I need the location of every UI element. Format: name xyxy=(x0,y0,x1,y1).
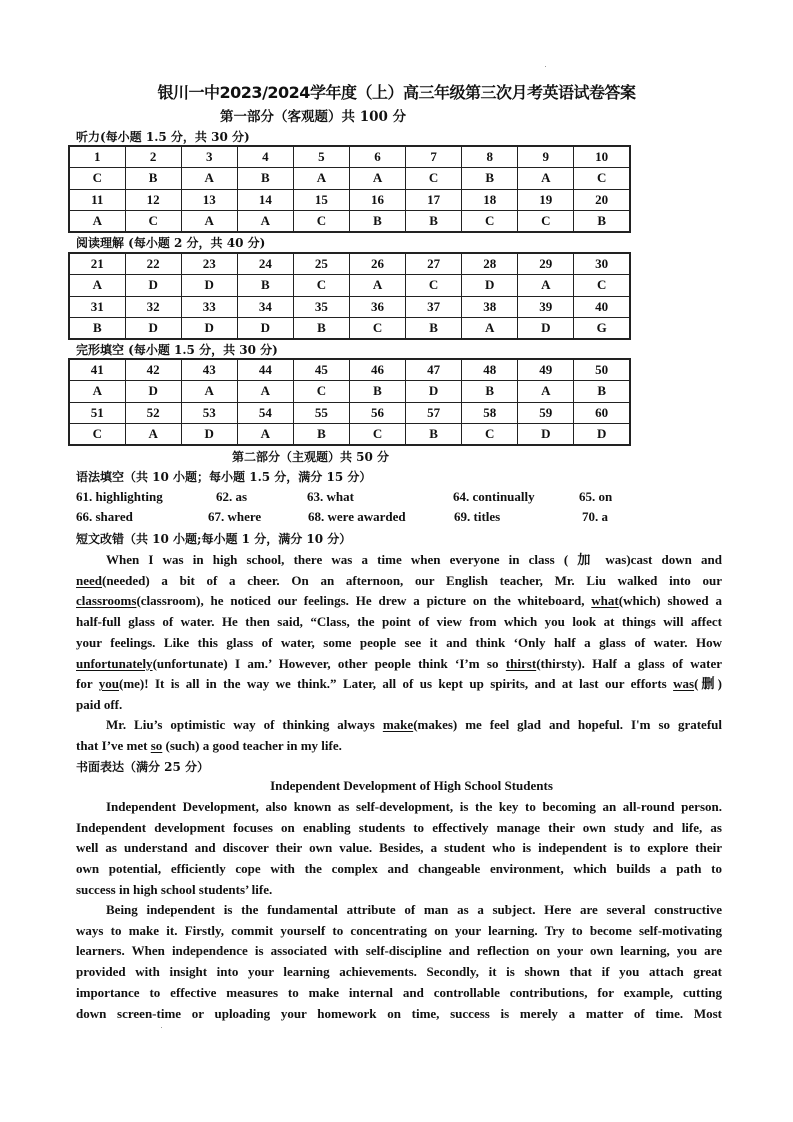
question-number-cell: 15 xyxy=(293,189,349,211)
question-number-cell: 32 xyxy=(125,296,181,318)
question-number-cell: 4 xyxy=(237,146,293,168)
answer-cell: B xyxy=(574,381,630,403)
question-number-cell: 38 xyxy=(462,296,518,318)
answer-key-row xyxy=(69,318,630,340)
question-number-cell: 9 xyxy=(518,146,574,168)
grammar-answer: 64. continually xyxy=(453,489,535,504)
answer-cell: D xyxy=(181,275,237,297)
text-line: Independent development focuses on enabling students to effectively manage their own study and life, as xyxy=(76,819,722,835)
question-number-cell: 42 xyxy=(125,359,181,381)
text-line: your feelings. Like this glass of water, some people see it and think ‘Only half a glass of water. How xyxy=(76,634,722,650)
answer-cell: C xyxy=(293,275,349,297)
corrected-word: make xyxy=(382,717,414,732)
answer-cell: D xyxy=(125,381,181,403)
answer-cell: B xyxy=(406,424,462,446)
grammar-answer: 70. a xyxy=(582,509,608,524)
grammar-answer: 68. were awarded xyxy=(308,509,406,524)
grammar-answer: 62. as xyxy=(216,489,248,504)
answer-cell: B xyxy=(406,318,462,340)
text-segment: (makes) me feel glad and hopeful. I'm so grateful xyxy=(413,717,722,732)
text-segment: (thirsty). Half a glass of water xyxy=(536,655,722,671)
question-number-cell: 24 xyxy=(237,253,293,275)
text-line xyxy=(76,591,722,612)
question-number-cell: 19 xyxy=(518,189,574,211)
answer-cell: B xyxy=(293,318,349,340)
question-number-cell: 31 xyxy=(69,296,125,318)
grammar-answer: 67. where xyxy=(208,509,262,524)
question-number-cell: 50 xyxy=(574,359,630,381)
answer-cell: C xyxy=(349,318,405,340)
essay-paragraph-2 xyxy=(76,900,722,1024)
question-number-cell: 6 xyxy=(349,146,405,168)
table-body xyxy=(69,359,630,445)
question-number-cell: 49 xyxy=(518,359,574,381)
answer-cell: B xyxy=(125,168,181,190)
answer-cell: D xyxy=(125,275,181,297)
question-number-cell: 16 xyxy=(349,189,405,211)
answer-cell: B xyxy=(574,211,630,233)
text-segment: (me)! It is all in the way we think.” Later, all of us kept up spirits, and at last our efforts xyxy=(119,676,667,692)
question-number-cell: 47 xyxy=(406,359,462,381)
answer-cell: A xyxy=(181,168,237,190)
correction-passage-paragraph-1 xyxy=(76,550,722,716)
question-number-cell: 29 xyxy=(518,253,574,275)
table-body xyxy=(69,146,630,232)
reading-answer-table xyxy=(68,252,631,340)
answer-key-row xyxy=(69,275,630,297)
answer-cell: B xyxy=(406,211,462,233)
corrected-word: you xyxy=(98,676,119,692)
essay-title: Independent Development of High School Students xyxy=(270,778,553,793)
answer-cell: C xyxy=(574,275,630,297)
question-number-cell: 35 xyxy=(293,296,349,318)
answer-cell: D xyxy=(462,275,518,297)
grammar-answers-row-2 xyxy=(76,509,736,527)
part2-heading: 第二部分（主观题）共 50 分 xyxy=(232,450,390,464)
scan-speck xyxy=(545,66,546,67)
question-number-cell: 2 xyxy=(125,146,181,168)
answer-cell: A xyxy=(69,275,125,297)
correction-passage-paragraph-2 xyxy=(76,715,722,756)
text-line: down screen-time or uploading your homework on time, success is merely a matter of time. Most xyxy=(76,1005,722,1021)
answer-cell: D xyxy=(125,318,181,340)
question-number-cell: 37 xyxy=(406,296,462,318)
text-segment: for xyxy=(76,676,93,692)
text-line: learners. When independence is associated with self-discipline and reflection on your own learning, you are xyxy=(76,943,722,959)
question-number-cell: 56 xyxy=(349,402,405,424)
answer-cell: C xyxy=(349,424,405,446)
question-number-cell: 3 xyxy=(181,146,237,168)
text-line: provided with insight into your learning achievements. Secondly, it is shown that if you attach great xyxy=(76,964,722,980)
answer-cell: C xyxy=(574,168,630,190)
question-number-cell: 12 xyxy=(125,189,181,211)
answer-cell: A xyxy=(462,318,518,340)
question-number-cell: 53 xyxy=(181,402,237,424)
text-line: well as understand and discover their own value. Besides, a student who is independent is to explore their xyxy=(76,840,722,856)
text-line: Being independent is the fundamental attribute of man as a subject. Here are several constructive xyxy=(106,902,722,917)
answer-cell: A xyxy=(518,168,574,190)
cloze-section-label: 完形填空 (每小题 1.5 分，共 30 分) xyxy=(76,343,278,357)
answer-cell: B xyxy=(237,168,293,190)
answer-cell: A xyxy=(181,381,237,403)
answer-cell: A xyxy=(125,424,181,446)
answer-cell: A xyxy=(181,211,237,233)
text-segment: (such) a good teacher in my life. xyxy=(165,737,342,753)
document-title: 银川一中2023/2024学年度（上）高三年级第三次月考英语试卷答案 xyxy=(157,83,636,102)
grammar-answer: 66. shared xyxy=(76,509,133,524)
grammar-answers-row-1 xyxy=(76,489,736,507)
text-line: importance to effective measures to make internal and controllable contributions, for example, cutting xyxy=(76,984,722,1000)
question-number-cell: 52 xyxy=(125,402,181,424)
answer-cell: C xyxy=(406,168,462,190)
corrected-word: so xyxy=(150,737,163,753)
answer-cell: C xyxy=(462,424,518,446)
corrected-word: was xyxy=(673,676,695,692)
question-number-row xyxy=(69,296,630,318)
text-line: ways to make it. Firstly, commit yourself to concentrating on your learning. Try to become self-motivating xyxy=(76,922,722,938)
listening-answer-table xyxy=(68,145,631,233)
question-number-cell: 13 xyxy=(181,189,237,211)
answer-cell: C xyxy=(125,211,181,233)
question-number-cell: 60 xyxy=(574,402,630,424)
answer-cell: A xyxy=(237,211,293,233)
question-number-cell: 17 xyxy=(406,189,462,211)
reading-section-label: 阅读理解 (每小题 2 分，共 40 分) xyxy=(76,236,266,250)
answer-cell: A xyxy=(518,275,574,297)
text-segment: (needed) a bit of a cheer. On an afternoon, our English teacher, Mr. Liu walked into our xyxy=(102,572,722,588)
question-number-cell: 20 xyxy=(574,189,630,211)
corrected-word: classrooms xyxy=(76,593,137,609)
answer-cell: D xyxy=(181,424,237,446)
question-number-cell: 46 xyxy=(349,359,405,381)
text-segment: (unfortunate) I am.’ However, other people think ‘I’m so xyxy=(152,655,499,671)
question-number-cell: 43 xyxy=(181,359,237,381)
answer-key-row xyxy=(69,168,630,190)
answer-cell: B xyxy=(462,168,518,190)
text-segment: that I’ve met xyxy=(76,737,148,753)
question-number-cell: 55 xyxy=(293,402,349,424)
grammar-answer: 61. highlighting xyxy=(76,489,163,504)
essay-paragraph-1 xyxy=(76,797,722,901)
text-line: When I was in high school, there was a time when everyone in class ( 加 was)cast down and xyxy=(106,552,722,567)
question-number-cell: 22 xyxy=(125,253,181,275)
answer-cell: B xyxy=(237,275,293,297)
grammar-section-label: 语法填空（共 10 小题；每小题 1.5 分，满分 15 分） xyxy=(76,470,372,484)
question-number-cell: 33 xyxy=(181,296,237,318)
text-segment: (删) xyxy=(694,676,722,692)
answer-key-row xyxy=(69,211,630,233)
question-number-cell: 59 xyxy=(518,402,574,424)
question-number-cell: 34 xyxy=(237,296,293,318)
question-number-cell: 41 xyxy=(69,359,125,381)
text-line xyxy=(76,674,722,695)
text-line: paid off. xyxy=(76,696,123,712)
answer-cell: C xyxy=(69,168,125,190)
question-number-cell: 11 xyxy=(69,189,125,211)
text-line xyxy=(76,654,722,675)
answer-key-row xyxy=(69,424,630,446)
answer-cell: A xyxy=(518,381,574,403)
question-number-row xyxy=(69,253,630,275)
question-number-cell: 39 xyxy=(518,296,574,318)
answer-cell: A xyxy=(237,424,293,446)
corrected-word: unfortunately xyxy=(76,655,153,671)
answer-cell: B xyxy=(349,211,405,233)
question-number-cell: 18 xyxy=(462,189,518,211)
question-number-cell: 10 xyxy=(574,146,630,168)
answer-cell: G xyxy=(574,318,630,340)
corrected-word: need xyxy=(76,572,102,588)
answer-cell: D xyxy=(518,318,574,340)
part1-heading: 第一部分（客观题）共 100 分 xyxy=(220,109,407,125)
question-number-cell: 7 xyxy=(406,146,462,168)
answer-cell: B xyxy=(69,318,125,340)
answer-cell: A xyxy=(349,275,405,297)
grammar-answer: 63. what xyxy=(307,489,354,504)
answer-cell: A xyxy=(293,168,349,190)
answer-cell: B xyxy=(462,381,518,403)
text-line xyxy=(76,571,722,592)
text-line: own potential, efficiently cope with the complex and changeable environment, which builds a path to xyxy=(76,861,722,877)
cloze-answer-table xyxy=(68,358,631,446)
text-segment: (which) showed a xyxy=(618,593,722,609)
correction-section-label: 短文改错（共 10 小题;每小题 1 分，满分 10 分） xyxy=(76,532,352,546)
question-number-cell: 1 xyxy=(69,146,125,168)
question-number-cell: 26 xyxy=(349,253,405,275)
answer-cell: C xyxy=(406,275,462,297)
table-body xyxy=(69,253,630,339)
question-number-cell: 25 xyxy=(293,253,349,275)
answer-cell: C xyxy=(462,211,518,233)
text-line xyxy=(76,715,722,736)
answer-cell: A xyxy=(237,381,293,403)
corrected-word: thirst xyxy=(505,655,537,671)
answer-cell: D xyxy=(406,381,462,403)
scan-speck xyxy=(161,1027,162,1028)
answer-cell: D xyxy=(181,318,237,340)
answer-cell: A xyxy=(349,168,405,190)
answer-cell: C xyxy=(518,211,574,233)
answer-cell: D xyxy=(518,424,574,446)
answer-cell: C xyxy=(293,211,349,233)
question-number-cell: 40 xyxy=(574,296,630,318)
text-segment: Mr. Liu’s optimistic way of thinking always xyxy=(106,717,375,732)
question-number-cell: 30 xyxy=(574,253,630,275)
question-number-cell: 51 xyxy=(69,402,125,424)
answer-cell: C xyxy=(69,424,125,446)
grammar-answer: 69. titles xyxy=(454,509,501,524)
listening-section-label: 听力(每小题 1.5 分，共 30 分) xyxy=(76,130,250,144)
text-line: half-full glass of water. He then said, “Class, the point of view from which you look at things will affect xyxy=(76,614,722,630)
question-number-row xyxy=(69,189,630,211)
answer-cell: B xyxy=(349,381,405,403)
grammar-answer: 65. on xyxy=(579,489,613,504)
text-segment: (classroom), he noticed our feelings. He drew a picture on the whiteboard, xyxy=(136,593,585,609)
question-number-cell: 8 xyxy=(462,146,518,168)
text-line: success in high school students’ life. xyxy=(76,881,273,897)
answer-cell: D xyxy=(574,424,630,446)
answer-cell: B xyxy=(293,424,349,446)
question-number-cell: 27 xyxy=(406,253,462,275)
question-number-row xyxy=(69,146,630,168)
question-number-cell: 57 xyxy=(406,402,462,424)
question-number-cell: 44 xyxy=(237,359,293,381)
answer-key-row xyxy=(69,381,630,403)
answer-cell: C xyxy=(293,381,349,403)
question-number-cell: 45 xyxy=(293,359,349,381)
text-line xyxy=(76,736,722,757)
question-number-cell: 48 xyxy=(462,359,518,381)
answer-cell: D xyxy=(237,318,293,340)
question-number-cell: 54 xyxy=(237,402,293,424)
question-number-cell: 5 xyxy=(293,146,349,168)
question-number-row xyxy=(69,359,630,381)
question-number-row xyxy=(69,402,630,424)
answer-cell: A xyxy=(69,381,125,403)
text-line: Independent Development, also known as self-development, is the key to becoming an all-round person. xyxy=(106,799,722,814)
question-number-cell: 36 xyxy=(349,296,405,318)
question-number-cell: 21 xyxy=(69,253,125,275)
corrected-word: what xyxy=(591,593,619,609)
answer-cell: A xyxy=(69,211,125,233)
writing-section-label: 书面表达（满分 25 分） xyxy=(76,760,210,774)
question-number-cell: 23 xyxy=(181,253,237,275)
question-number-cell: 14 xyxy=(237,189,293,211)
question-number-cell: 28 xyxy=(462,253,518,275)
question-number-cell: 58 xyxy=(462,402,518,424)
